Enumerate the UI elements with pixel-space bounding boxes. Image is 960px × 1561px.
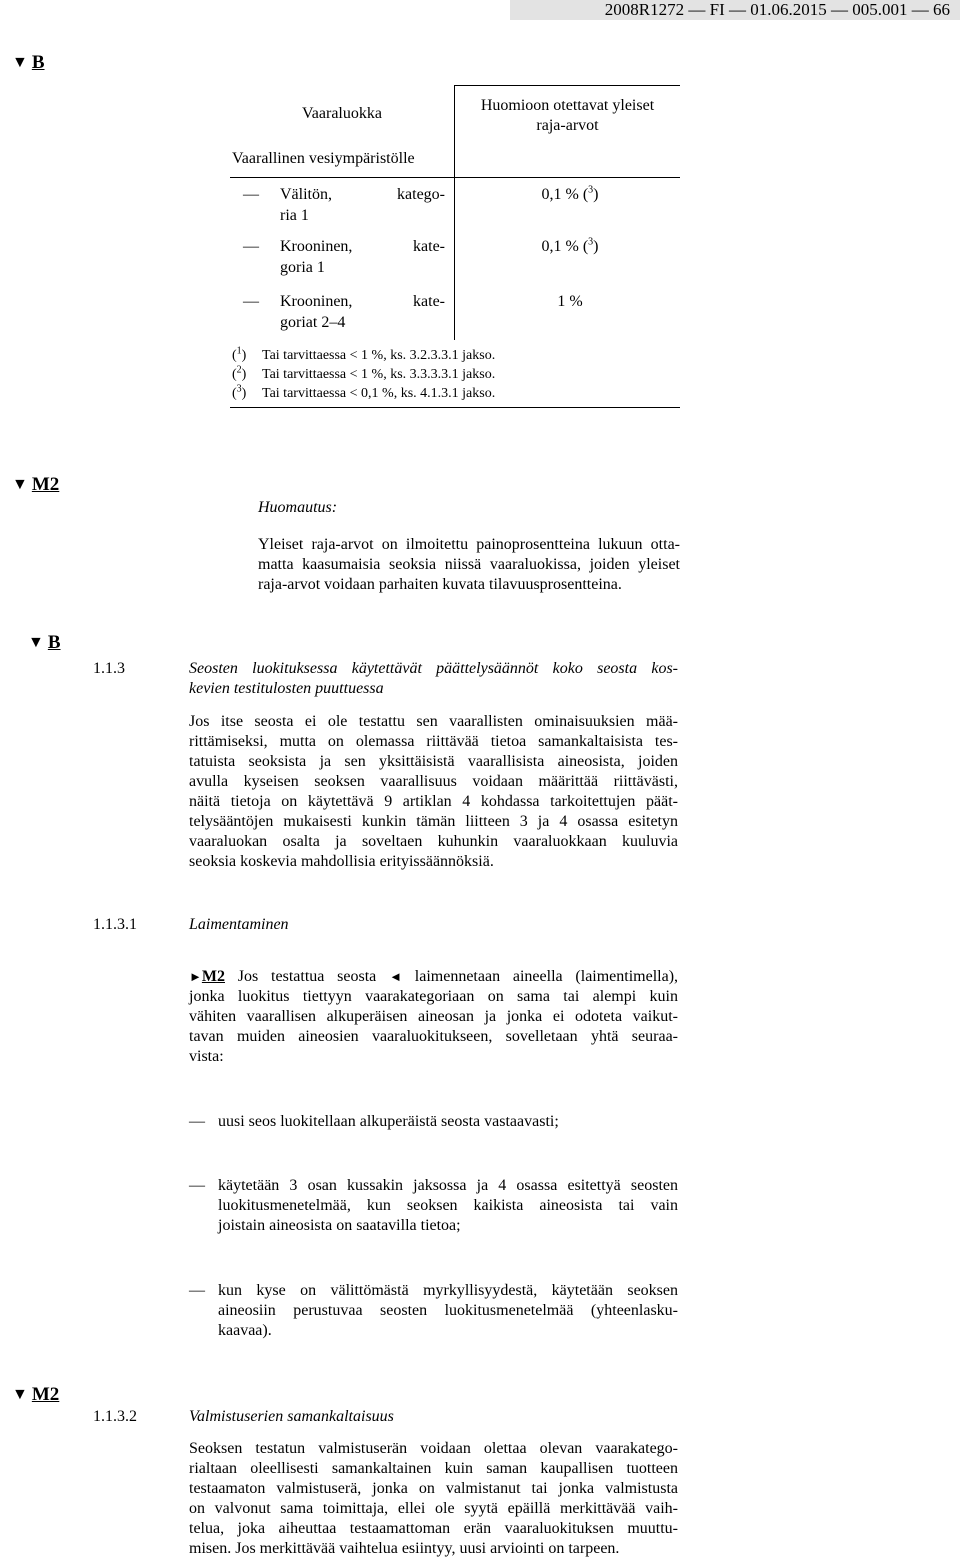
row-label-line1: Krooninen, kate-	[280, 238, 445, 255]
paragraph-line: vista:	[189, 1048, 224, 1065]
column-header-limits-line2: raja-arvot	[536, 117, 599, 134]
footnote: ($^1$) Tai tarvittaessa < 1 %, ks. 3.2.3.3.1 jakso.	[232, 345, 496, 363]
note-title: Huomautus:	[258, 499, 338, 516]
triangle-down-icon: ▼	[12, 476, 28, 493]
list-item-line: aineosiin perustuvaa seosten luokitusmenetelmää (yhteenlasku-	[218, 1302, 678, 1319]
list-item	[189, 1176, 678, 1240]
paragraph-line: rialtaan oleellisesti samankaltainen kuin saman kaupallisen tuotteen	[189, 1460, 678, 1477]
list-item-line: joistain aineosista on saatavilla tietoa;	[218, 1217, 461, 1234]
note-line: Yleiset raja-arvot on ilmoitettu painoprosentteina lukuun otta-	[258, 536, 680, 553]
section-title: Valmistuserien samankaltaisuus	[189, 1408, 394, 1425]
list-item	[189, 1281, 678, 1345]
paragraph-line: rittämiseksi, mutta on olemassa riittävää tietoa samankaltaisista tes-	[189, 733, 678, 750]
triangle-down-icon: ▼	[12, 1386, 28, 1403]
list-item-line: uusi seos luokitellaan alkuperäistä seosta vastaavasti;	[218, 1113, 559, 1130]
footnote-ref[interactable]: 3	[588, 236, 594, 248]
row-value: 1 %	[557, 293, 583, 310]
list-item-line: käytetään 3 osan kussakin jaksossa ja 4 osassa esitettyä seosten	[218, 1177, 678, 1194]
row-label-line2: goriat 2–4	[280, 314, 346, 331]
row-value-text: 0,1 %	[541, 186, 579, 203]
footnote-number: 1	[236, 345, 242, 357]
table-bottom-rule	[230, 407, 680, 408]
intro-text: Jos testattua seosta	[237, 968, 377, 985]
section-number: 1.1.3.1	[93, 916, 137, 933]
list-item-line: kun kyse on välittömästä myrkyllisyydestä, käytetään seoksen	[218, 1282, 678, 1299]
paragraph-line: Seoksen testatun valmistuserän voidaan olettaa olevan vaarakatego-	[189, 1440, 678, 1457]
footnote-number: 2	[236, 364, 242, 376]
paragraph-line: tavan muiden aineosien vaaraluokitukseen, sovelletaan yhtä seuraa-	[189, 1028, 678, 1045]
row-label-line1: Krooninen, kate-	[280, 293, 445, 310]
intro-text: laimennetaan aineella (laimentimella),	[414, 968, 679, 985]
marker-label[interactable]: B	[47, 632, 61, 653]
paragraph-line: vähiten vaarallisen alkuperäisen aineosan ja jonka ei odoteta vaikut-	[189, 1008, 678, 1025]
paragraph-line: misen. Jos merkittävää vaihtelua esiintyy, uusi arviointi on tarpeen.	[189, 1540, 620, 1557]
triangle-down-icon: ▼	[12, 54, 28, 71]
row-value-text: 0,1 %	[541, 238, 579, 255]
arrow-left-icon: ◄	[389, 969, 402, 984]
row-value: 0,1 % ($^3$)	[541, 236, 599, 255]
row-value: 0,1 % ($^3$)	[541, 184, 599, 203]
paragraph-line: tatuista seoksista ja sen yksittäisistä vaarallisista aineosista, joiden	[189, 753, 678, 770]
footnote-number: 3	[236, 383, 242, 395]
paragraph-line: telysääntöjen mukaisesti kunkin tämän liitteen 3 ja 4 osassa esitetyn	[189, 813, 678, 830]
paragraph-line: testaamaton valmistuserä, jonka on valmistanut tai jonka valmistusta	[189, 1480, 678, 1497]
document-header: 2008R1272 — FI — 01.06.2015 — 005.001 — 66	[510, 0, 960, 20]
section-number: 1.1.3	[93, 660, 125, 677]
paragraph-line: näitä tietoja on käytettävä 9 artiklan 4 kohdassa tarkoitettujen päät-	[189, 793, 678, 810]
list-item	[189, 1112, 678, 1134]
footnote-text: Tai tarvittaessa < 1 %, ks. 3.2.3.3.1 jakso.	[262, 348, 496, 363]
list-dash: —	[189, 1282, 205, 1299]
column-header-hazard-class: Vaaraluokka	[302, 105, 382, 122]
table-top-rule	[454, 85, 680, 86]
paragraph-line: seoksia koskevia mahdollisia erityissäännöksiä.	[189, 853, 494, 870]
amendment-marker-m2	[12, 474, 59, 496]
row-dash: —	[243, 293, 259, 310]
intro-first-line	[189, 967, 678, 987]
list-dash: —	[189, 1177, 205, 1194]
row-label-line1: Välitön, katego-	[280, 186, 445, 203]
inline-amendment-m2[interactable]: M2	[201, 968, 225, 985]
note-line: matta kaasumaisia seoksia niissä vaaraluokissa, joiden yleiset	[258, 556, 680, 573]
amendment-marker-m2	[12, 1384, 59, 1406]
row-label-line2: ria 1	[280, 207, 309, 224]
column-header-limits-line1: Huomioon otettavat yleiset	[480, 97, 655, 114]
section-number: 1.1.3.2	[93, 1408, 137, 1425]
list-item-line: luokitusmenetelmää, kun seoksen kaikista aineosista tai vain	[218, 1197, 678, 1214]
table-row-rule	[230, 177, 680, 178]
footnote-ref[interactable]: 3	[588, 184, 594, 196]
amendment-marker-b	[12, 52, 45, 74]
row-label-line2: goria 1	[280, 259, 325, 276]
triangle-down-icon: ▼	[28, 634, 44, 651]
footnote-text: Tai tarvittaessa < 0,1 %, ks. 4.1.3.1 jakso.	[262, 386, 496, 401]
marker-label[interactable]: M2	[31, 1384, 60, 1405]
section-title-line1: Seosten luokituksessa käytettävät päättelysäännöt koko seosta kos-	[189, 660, 678, 677]
paragraph-line: telua, joka aiheuttaa testaamattoman erän vaaraluokituksen muuttu-	[189, 1520, 678, 1537]
footnote: ($^3$) Tai tarvittaessa < 0,1 %, ks. 4.1.3.1 jakso.	[232, 383, 496, 401]
marker-label[interactable]: M2	[31, 474, 60, 495]
section-title-line2: kevien testitulosten puuttuessa	[189, 680, 384, 697]
section-title: Laimentaminen	[189, 916, 289, 933]
amendment-marker-b	[28, 632, 61, 654]
list-item-line: kaavaa).	[218, 1322, 272, 1339]
note-line: raja-arvot voidaan parhaiten kuvata tilavuusprosentteina.	[258, 576, 622, 593]
arrow-right-icon: ►	[189, 969, 202, 984]
paragraph-line: vaaraluokan osalta ja soveltaen kuhunkin vaaraluokkaan kuuluvia	[189, 833, 678, 850]
marker-label[interactable]: B	[31, 52, 45, 73]
paragraph-line: Jos itse seosta ei ole testattu sen vaarallisten ominaisuuksien mää-	[189, 713, 678, 730]
group-label: Vaarallinen vesiympäristölle	[232, 150, 415, 167]
row-dash: —	[243, 186, 259, 203]
paragraph-line: on valvonut sama toimittaja, ellei ole syytä epäillä merkittävää vaih-	[189, 1500, 678, 1517]
paragraph-line: jonka luokitus tiettyyn vaarakategoriaan on sama tai alempi kuin	[189, 988, 678, 1005]
footnote-text: Tai tarvittaessa < 1 %, ks. 3.3.3.3.1 jakso.	[262, 367, 496, 382]
list-dash: —	[189, 1113, 205, 1130]
footnote: ($^2$) Tai tarvittaessa < 1 %, ks. 3.3.3.3.1 jakso.	[232, 364, 496, 382]
row-dash: —	[243, 238, 259, 255]
paragraph-line: avulla kyseisen seoksen vaarallisuus voidaan määrittää riittävästi,	[189, 773, 678, 790]
